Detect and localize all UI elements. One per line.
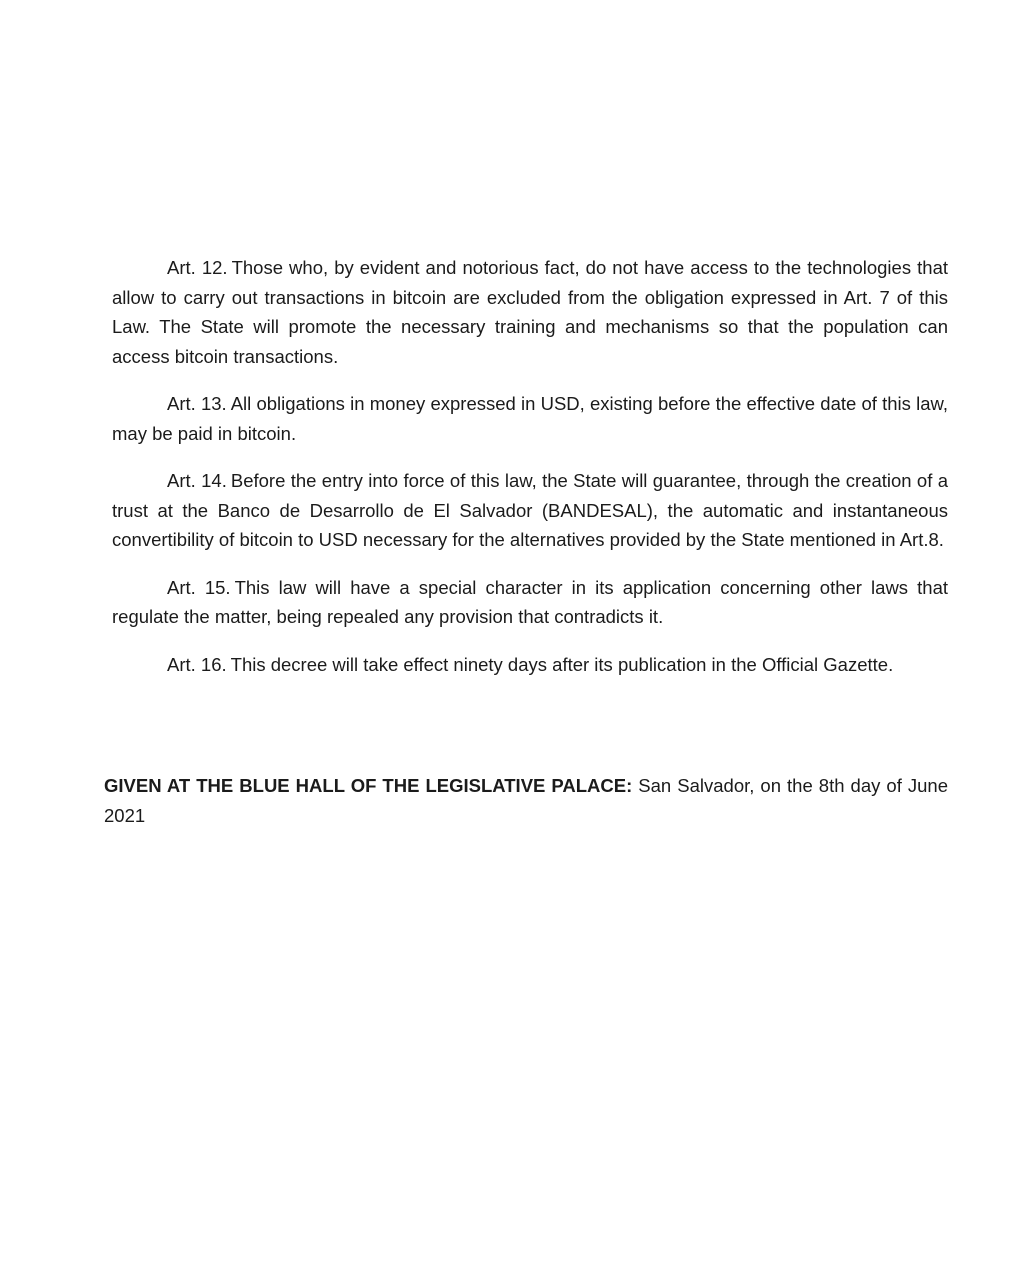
article-number: Art. 15.	[167, 576, 231, 598]
article-text: All obligations in money expressed in USD, existing before the effective date of this law, may be paid in bitcoin.	[112, 393, 948, 444]
article-15	[112, 573, 948, 632]
article-number: Art. 13.	[167, 393, 227, 414]
closing-text: San Salvador, on the 8th day of June 2021	[104, 775, 948, 826]
article-13	[112, 389, 948, 448]
article-12	[112, 253, 948, 371]
closing-statement	[104, 771, 948, 831]
article-text: Those who, by evident and notorious fact, do not have access to the technologies that allow to carry out transactions in bitcoin are excluded from the obligation expressed in Art. 7 of this Law. The State will promote the necessary training and mechanisms so that the population can access bitcoin transactions.	[112, 257, 949, 367]
article-text: This decree will take effect ninety days after its publication in the Official Gazette.	[230, 653, 894, 675]
article-16	[112, 650, 948, 680]
articles-section	[112, 253, 948, 697]
article-text: This law will have a special character in its application concerning other laws that regulate the matter, being repealed any provision that contradicts it.	[112, 576, 948, 627]
article-14	[112, 466, 948, 555]
article-text: Before the entry into force of this law, the State will guarantee, through the creation of a trust at the Banco de Desarrollo de El Salvador (BANDESAL), the automatic and instantaneous convertibility of bitcoin to USD necessary for the alternatives provided by the State mentioned in Art.8.	[112, 470, 948, 550]
closing-label: GIVEN AT THE BLUE HALL OF THE LEGISLATIVE PALACE:	[104, 775, 633, 796]
article-number: Art. 12.	[167, 257, 228, 278]
article-number: Art. 16.	[167, 653, 227, 675]
article-number: Art. 14.	[167, 470, 227, 491]
